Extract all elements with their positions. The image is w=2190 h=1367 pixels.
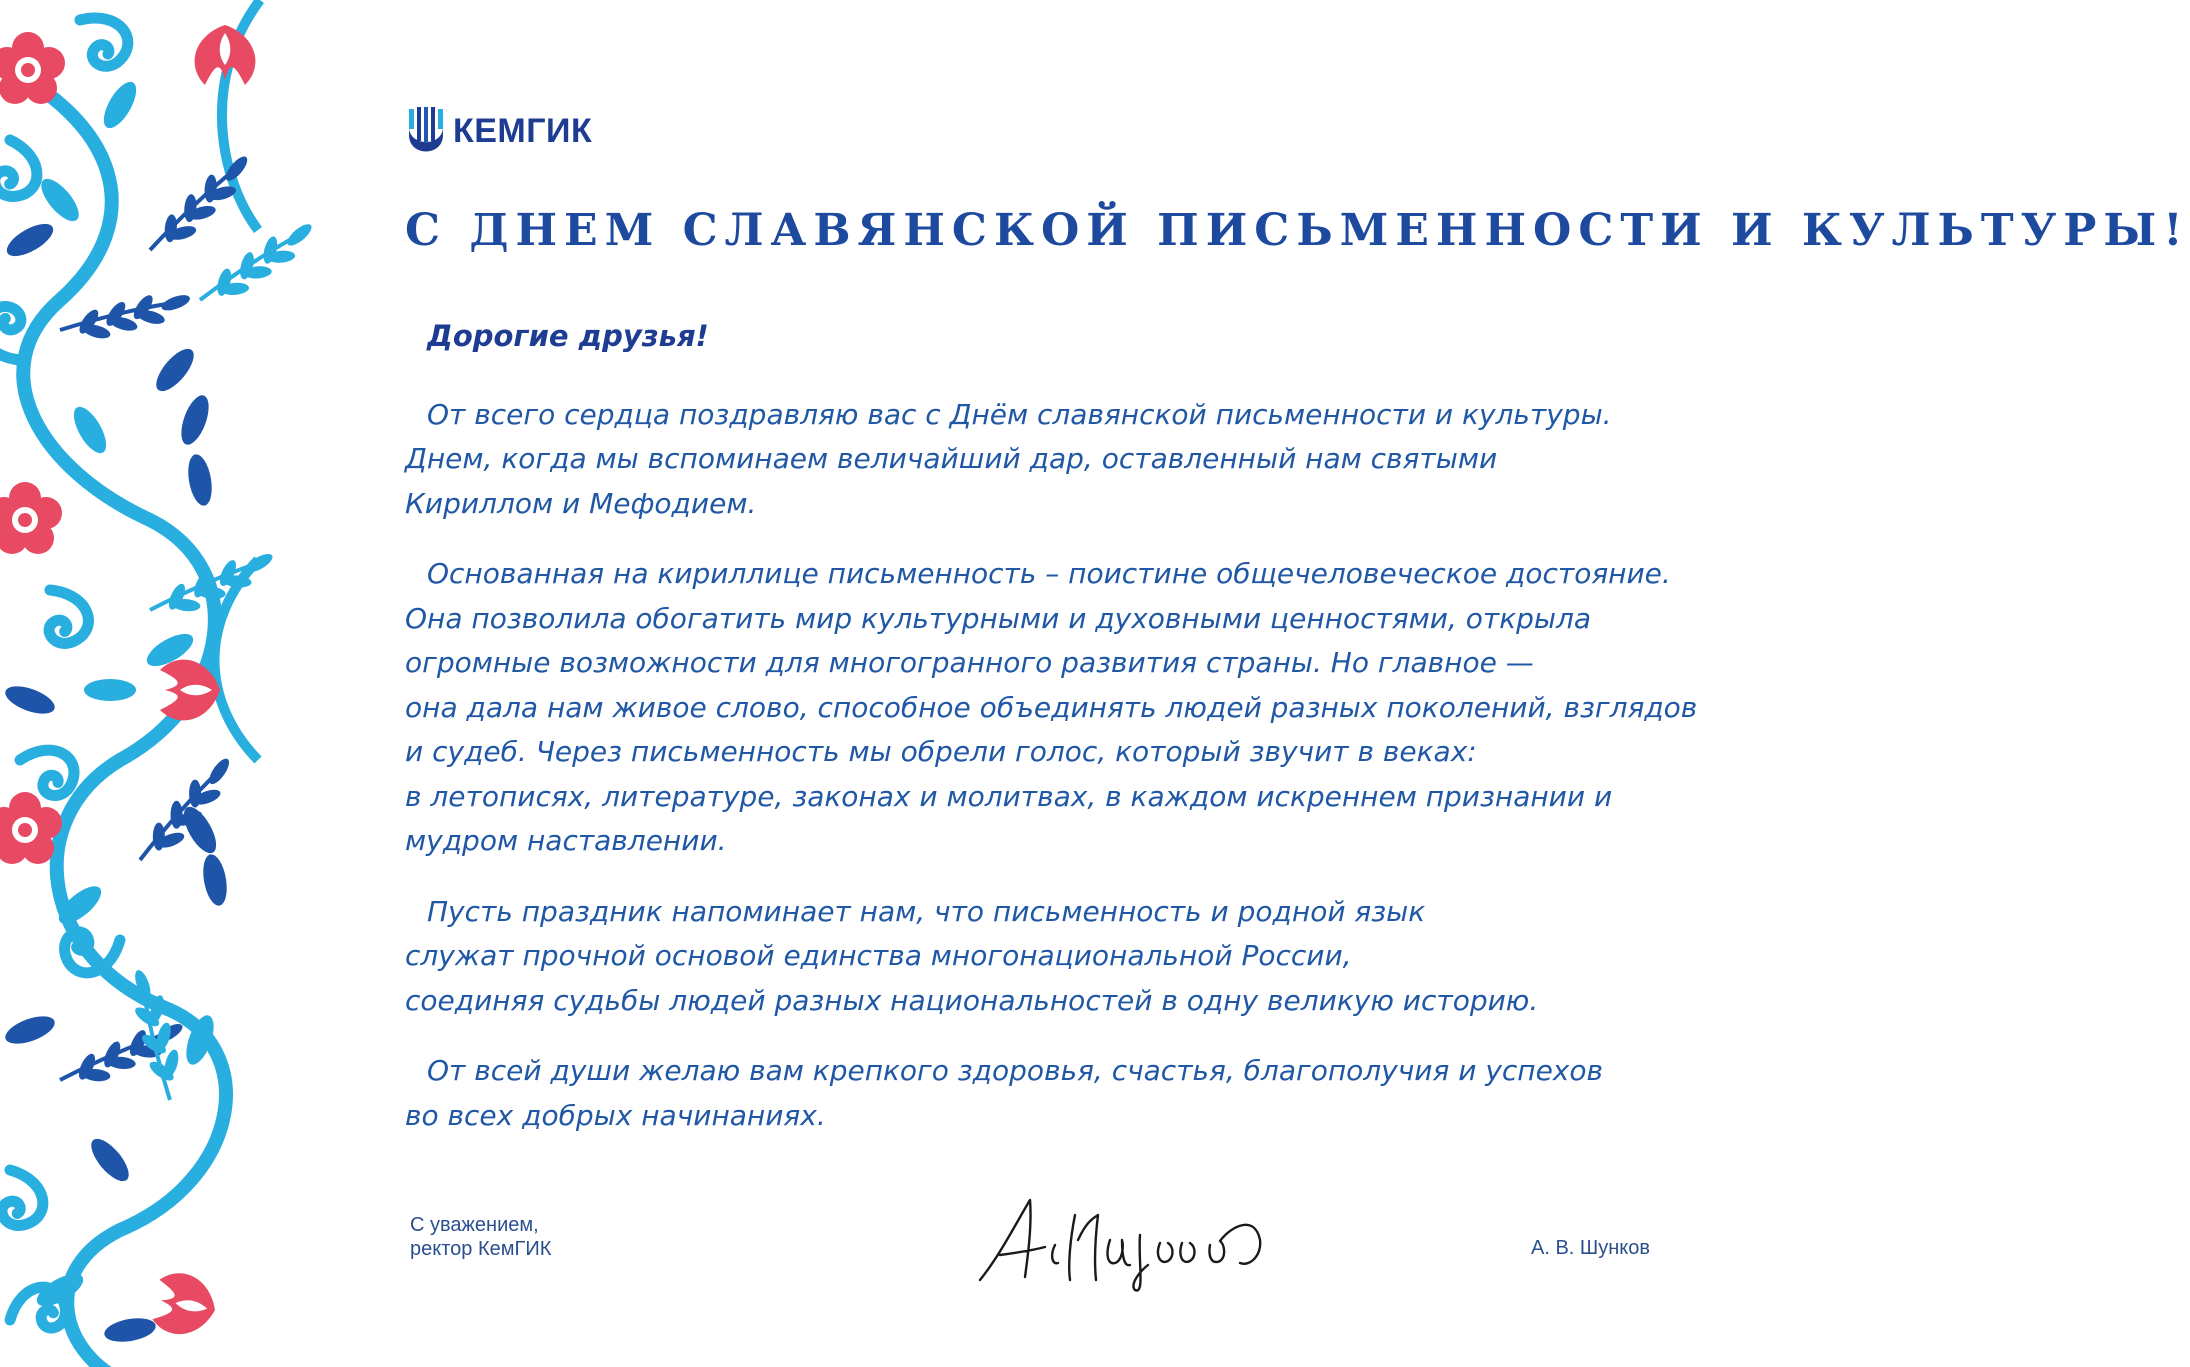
closing-line-2: ректор КемГИК [410,1238,552,1260]
paragraph-1 [405,393,1805,527]
kemgik-logo [409,107,592,155]
paragraph-line: служат прочной основой единства многонациональной России, [405,939,1352,972]
closing-line-1: С уважением, [410,1214,539,1236]
paragraph-line: Кириллом и Мефодием. [405,486,757,520]
paragraph-3 [405,890,1805,1024]
paragraph-line: Пусть праздник напоминает нам, что письменность и родной язык [427,894,1426,928]
letter-body [405,314,1805,1164]
paragraph-line: мудром наставлении. [405,824,727,857]
paragraph-line: огромные возможности для многогранного развития страны. Но главное — [405,646,1534,679]
handwritten-signature [970,1185,1280,1295]
paragraph-line: и судеб. Через письменность мы обрели голос, который звучит в веках: [405,735,1477,768]
paragraph-line: соединяя судьбы людей разных национальностей в одну великую историю. [405,983,1539,1017]
paragraph-line: во всех добрых начинаниях. [405,1098,826,1132]
paragraph-line: в летописях, литературе, законах и молитвах, в каждом искреннем признании и [405,779,1613,813]
greeting: Дорогие друзья! [427,319,709,353]
paragraph-line: она дала нам живое слово, способное объединять людей разных поколений, взглядов [405,690,1698,724]
logo-text: КЕМГИК [453,111,593,150]
paragraph-line: Она позволила обогатить мир культурными и духовными ценностями, открыла [405,601,1592,635]
signatory-name: А. В. Шунков [1531,1237,1651,1259]
paragraph-4 [405,1049,1805,1138]
paragraph-line: Основанная на кириллице письменность – поистине общечеловеческое достояние. [427,557,1671,590]
closing-block [410,1213,551,1261]
paragraph-line: От всей души желаю вам крепкого здоровья, счастья, благополучия и успехов [427,1054,1604,1087]
folk-ornament-border [0,0,258,1367]
paragraph-line: От всего сердца поздравляю вас с Днём славянской письменности и культуры. [427,397,1612,431]
paragraph-line: Днем, когда мы вспоминаем величайший дар, оставленный нам святыми [405,442,1498,475]
paragraph-2 [405,552,1805,864]
page-title: С ДНЕМ СЛАВЯНСКОЙ ПИСЬМЕННОСТИ И КУЛЬТУРЫ! [405,205,2190,256]
kemgik-logo-mark-icon [409,107,443,155]
